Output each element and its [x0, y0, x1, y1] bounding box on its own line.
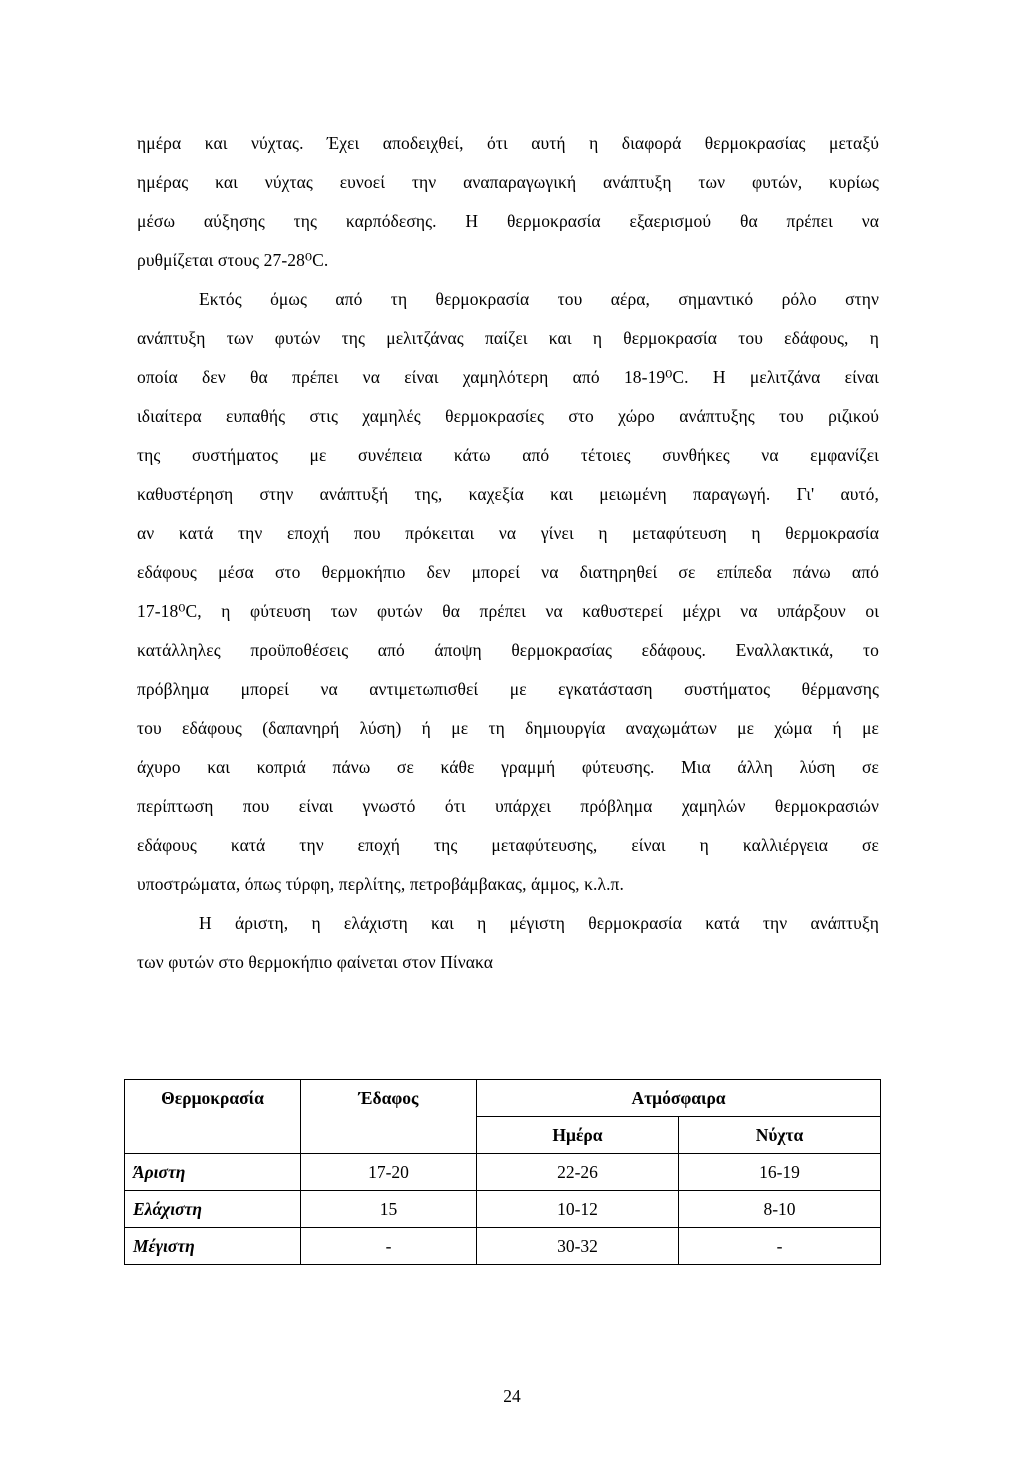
- text-line: εδάφους κατά την εποχή της μεταφύτευσης, είναι η καλλιέργεια σε: [137, 835, 879, 855]
- header-temperature: Θερμοκρασία: [125, 1080, 301, 1117]
- soil-value: 15: [301, 1191, 477, 1228]
- text-line: ρυθμίζεται στους 27-28⁰C.: [137, 250, 329, 270]
- row-label: Ελάχιστη: [125, 1191, 301, 1228]
- table-header-row: [125, 1080, 881, 1117]
- soil-value: 17-20: [301, 1154, 477, 1191]
- day-value: 22-26: [477, 1154, 679, 1191]
- header-day: Ημέρα: [477, 1117, 679, 1154]
- header-atmosphere: Ατμόσφαιρα: [477, 1080, 881, 1117]
- day-value: 10-12: [477, 1191, 679, 1228]
- table-row: [125, 1228, 881, 1265]
- text-line: 17-18⁰C, η φύτευση των φυτών θα πρέπει να καθυστερεί μέχρι να υπάρξουν οι: [137, 601, 879, 621]
- table-row: [125, 1191, 881, 1228]
- header-empty-cell: [301, 1117, 477, 1154]
- table-subheader-row: [125, 1117, 881, 1154]
- temperature-table-grid: [124, 1079, 881, 1265]
- text-line: ημέρα και νύχτας. Έχει αποδειχθεί, ότι αυτή η διαφορά θερμοκρασίας μεταξύ: [137, 133, 879, 153]
- text-line: ημέρας και νύχτας ευνοεί την αναπαραγωγική ανάπτυξη των φυτών, κυρίως: [137, 172, 879, 192]
- text-line: ανάπτυξη των φυτών της μελιτζάνας παίζει και η θερμοκρασία του εδάφους, η: [137, 328, 879, 348]
- text-line: Εκτός όμως από τη θερμοκρασία του αέρα, σημαντικό ρόλο στην: [199, 289, 879, 309]
- text-line: πρόβλημα μπορεί να αντιμετωπισθεί με εγκατάσταση συστήματος θέρμανσης: [137, 679, 879, 699]
- row-label: Άριστη: [125, 1154, 301, 1191]
- text-line: αν κατά την εποχή που πρόκειται να γίνει η μεταφύτευση η θερμοκρασία: [137, 523, 879, 543]
- body-text: [137, 124, 879, 982]
- night-value: 8-10: [679, 1191, 881, 1228]
- text-line: ιδιαίτερα ευπαθής στις χαμηλές θερμοκρασίες στο χώρο ανάπτυξης του ριζικού: [137, 406, 879, 426]
- header-empty-cell: [125, 1117, 301, 1154]
- text-line: εδάφους μέσα στο θερμοκήπιο δεν μπορεί να διατηρηθεί σε επίπεδα πάνω από: [137, 562, 879, 582]
- text-line: άχυρο και κοπριά πάνω σε κάθε γραμμή φύτευσης. Μια άλλη λύση σε: [137, 757, 879, 777]
- header-night: Νύχτα: [679, 1117, 881, 1154]
- text-line: καθυστέρηση στην ανάπτυξή της, καχεξία και μειωμένη παραγωγή. Γι' αυτό,: [137, 484, 879, 504]
- temperature-table: [124, 1079, 880, 1265]
- text-line: κατάλληλες προϋποθέσεις από άποψη θερμοκρασίας εδάφους. Εναλλακτικά, το: [137, 640, 879, 660]
- text-line: μέσω αύξησης της καρπόδεσης. Η θερμοκρασία εξαερισμού θα πρέπει να: [137, 211, 879, 231]
- header-soil: Έδαφος: [301, 1080, 477, 1117]
- text-line: περίπτωση που είναι γνωστό ότι υπάρχει πρόβλημα χαμηλών θερμοκρασιών: [137, 796, 879, 816]
- soil-value: -: [301, 1228, 477, 1265]
- table-row: [125, 1154, 881, 1191]
- text-line: οποία δεν θα πρέπει να είναι χαμηλότερη από 18-19⁰C. Η μελιτζάνα είναι: [137, 367, 879, 387]
- day-value: 30-32: [477, 1228, 679, 1265]
- text-line: του εδάφους (δαπανηρή λύση) ή με τη δημιουργία αναχωμάτων με χώμα ή με: [137, 718, 879, 738]
- row-label: Μέγιστη: [125, 1228, 301, 1265]
- page-number: 24: [503, 1386, 521, 1406]
- text-line: των φυτών στο θερμοκήπιο φαίνεται στον Πίνακα: [137, 952, 494, 972]
- text-line: υποστρώματα, όπως τύρφη, περλίτης, πετροβάμβακας, άμμος, κ.λ.π.: [137, 874, 624, 894]
- night-value: -: [679, 1228, 881, 1265]
- text-line: Η άριστη, η ελάχιστη και η μέγιστη θερμοκρασία κατά την ανάπτυξη: [199, 913, 879, 933]
- text-line: της συστήματος με συνέπεια κάτω από τέτοιες συνθήκες να εμφανίζει: [137, 445, 879, 465]
- night-value: 16-19: [679, 1154, 881, 1191]
